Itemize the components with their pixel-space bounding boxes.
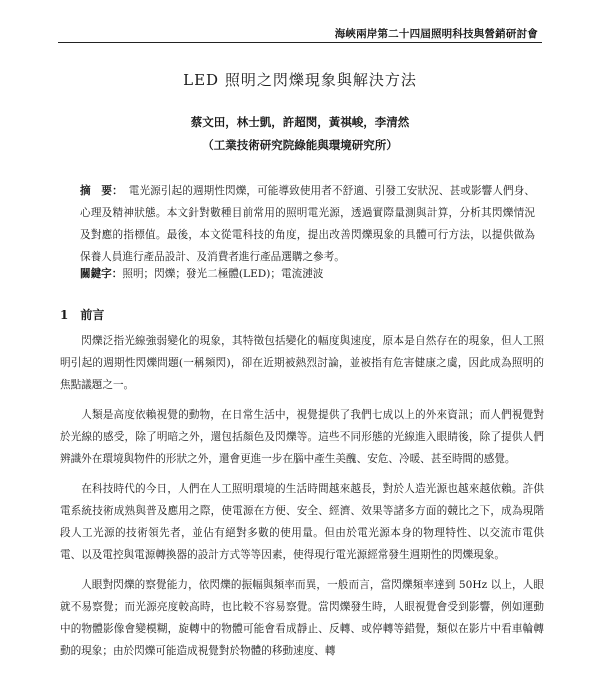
section-heading xyxy=(60,306,104,323)
keywords-text: 照明；閃爍；發光二極體(LED)；電流漣波 xyxy=(122,268,324,280)
abstract-label: 摘 要： xyxy=(80,185,123,197)
paragraph: 人類是高度依賴視覺的動物，在日常生活中，視覺提供了我們七成以上的外來資訊；而人們視覺對於光線的感受，除了明暗之外，還包括顏色及閃爍等。這些不同形態的光線進入眼睛後，除了提供人們辨識外在環境與物件的形狀之外，還會更進一步在腦中產生美醜、安危、冷暖、甚至時間的感覺。 xyxy=(60,409,544,465)
paper-title: LED 照明之閃爍現象與解決方法 xyxy=(183,71,417,89)
section-number: 1 xyxy=(60,308,69,322)
body-text xyxy=(60,330,544,670)
abstract xyxy=(80,180,535,268)
section-title: 前言 xyxy=(80,308,105,322)
running-head: 海峽兩岸第二十四屆照明科技與營銷研討會 xyxy=(334,28,538,40)
paragraph: 在科技時代的今日，人們在人工照明環境的生活時間越來越長，對於人造光源也越來越依賴。許供電系統技術成熟與普及應用之際，使電源在方便、安全、經濟、效果等諸多方面的競比之下，成為現階段人工光源的技術領先者，並佔有絕對多數的使用量。但由於電光源本身的物理特性、以交流市電供電、以及電控與電源轉換器的設計方式等等因素，使得現行電光源經常發生週期性的閃爍現象。 xyxy=(60,483,544,561)
paragraph: 人眼對閃爍的察覺能力，依閃爍的振幅與頻率而異，一般而言，當閃爍頻率達到 50Hz 以上，人眼就不易察覺；而光源亮度較高時，也比較不容易察覺。當閃爍發生時，人眼視覺會受到影響，例如運動中的物體影像會變模糊，旋轉中的物體可能會看成靜止、反轉、或停轉等錯覺，類似在影片中看車輪轉動的現象；由於閃爍可能造成視覺對於物體的移動速度、轉 xyxy=(60,579,544,657)
paragraph: 閃爍泛指光線強弱變化的現象，其特徵包括變化的幅度與速度，原本是自然存在的現象，但人工照明引起的週期性閃爍問題(一稱頻閃)，卻在近期被熱烈討論，並被指有危害健康之虞，因此成為照明的焦點議題之一。 xyxy=(60,335,544,391)
abstract-text: 電光源引起的週期性閃爍，可能導致使用者不舒適、引發工安狀況、甚或影響人們身、心理及精神狀態。本文針對數種目前常用的照明電光源，透過實際量測與計算，分析其閃爍情況及對應的指標值。最後，本文從電科技的角度，提出改善閃爍現象的具體可行方法，以提供做為保養人員進行產品設計、及消費者進行產品選購之參考。 xyxy=(80,185,536,263)
keywords-label: 關鍵字： xyxy=(80,268,123,280)
keywords xyxy=(80,264,535,284)
author-list: 蔡文田，林士凱，許超閔，黃祺峻，李清然 xyxy=(190,115,410,129)
affiliation: （工業技術研究院綠能與環境研究所） xyxy=(202,138,398,152)
header-rule xyxy=(58,42,542,43)
